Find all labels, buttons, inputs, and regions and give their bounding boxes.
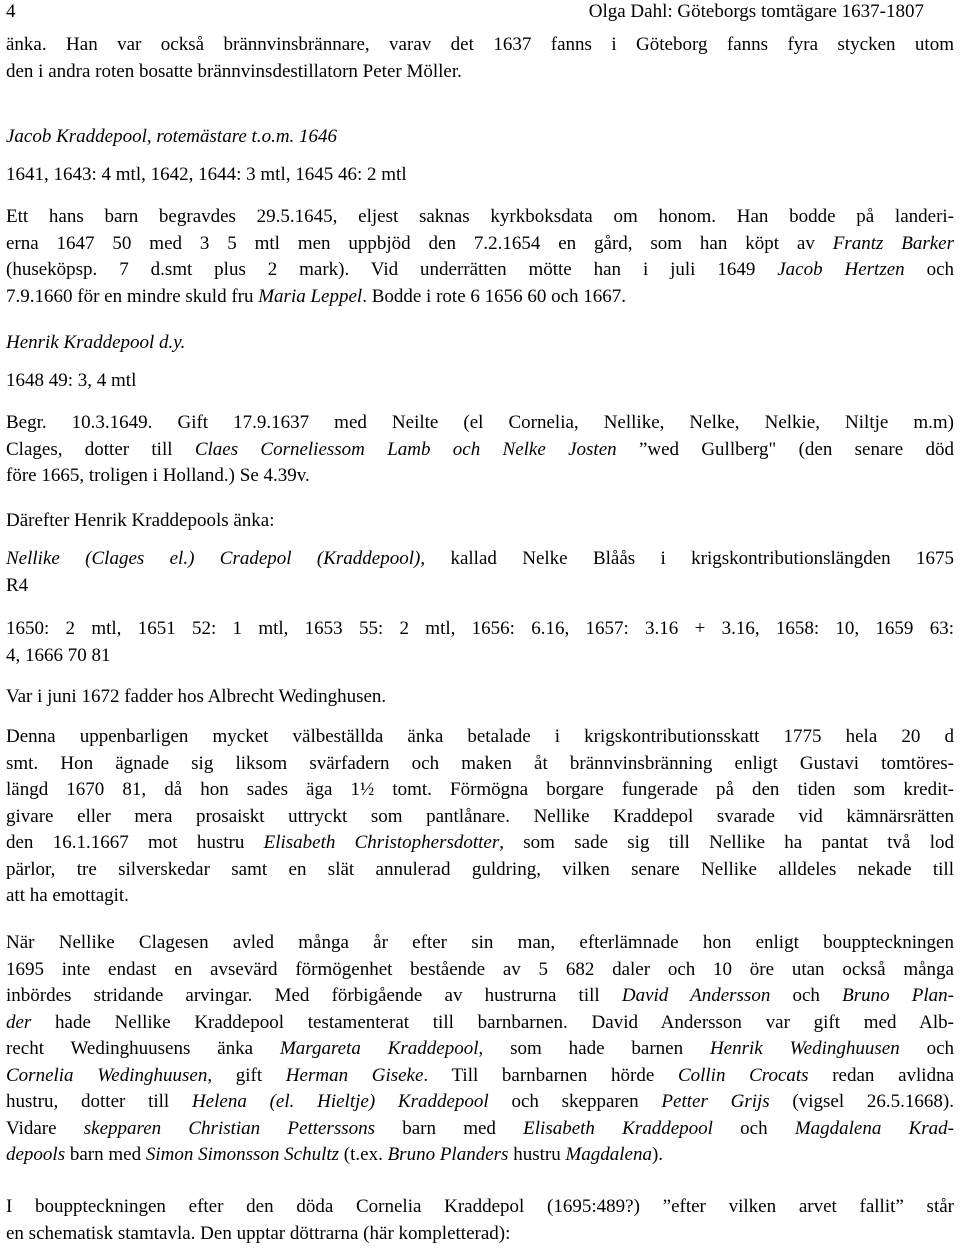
paragraph — [6, 410, 954, 490]
text-line: 4, 1666 70 81 — [6, 644, 111, 666]
person-heading — [6, 330, 954, 357]
text-line: Henrik Kraddepool d.y. — [6, 332, 186, 353]
text-line: Ett hans barn begravdes 29.5.1645, eljest saknas kyrkboksdata om honom. Han bodde på landeri- — [6, 206, 954, 227]
text-line: recht Wedinghuusens änka Margareta Kraddepool, som hade barnen Henrik Wedinghuusen och — [6, 1038, 955, 1059]
paragraph — [6, 724, 954, 910]
text-line: Nellike (Clages el.) Cradepol (Kraddepool), kallad Nelke Blåås i krigskontributionslängden 1675 — [6, 548, 954, 569]
paragraph — [6, 930, 954, 1169]
text-line: Cornelia Wedinghuusen, gift Herman Giseke. Till barnbarnen hörde Collin Crocats redan avlidna — [6, 1064, 955, 1086]
running-title: Olga Dahl: Göteborgs tomtägare 1637-1807 — [588, 1, 924, 22]
text-line: 1695 inte endast en avsevärd förmögenhet bestående av 5 682 daler och 10 öre utan också många — [6, 958, 954, 980]
text-line: erna 1647 50 med 3 5 mtl men uppbjöd den 7.2.1654 en gård, som han köpt av Frantz Barker — [6, 232, 954, 254]
text-line: smt. Hon ägnade sig liksom svärfadern och maken åt brännvinsbränning enligt Gustavi tomtöres- — [6, 752, 954, 774]
text-line: Clages, dotter till Claes Corneliessom Lamb och Nelke Josten ”wed Gullberg" (den senare död — [6, 438, 954, 460]
paragraph — [6, 1194, 954, 1247]
text-line: depools barn med Simon Simonsson Schultz (t.ex. Bruno Planders hustru Magdalena). — [6, 1144, 664, 1165]
text-line: 1641, 1643: 4 mtl, 1642, 1644: 3 mtl, 1645 46: 2 mtl — [6, 164, 407, 185]
person-heading — [6, 124, 954, 151]
text-line: Begr. 10.3.1649. Gift 17.9.1637 med Neilte (el Cornelia, Nellike, Nelke, Nelkie, Niltje m.m) — [6, 412, 954, 433]
paragraph — [6, 684, 954, 711]
text-line: den 16.1.1667 mot hustru Elisabeth Christophersdotter, som sade sig till Nellike ha pantat två lod — [6, 832, 954, 853]
text-line: före 1665, troligen i Holland.) Se 4.39v. — [6, 465, 310, 486]
text-line: att ha emottagit. — [6, 885, 129, 906]
text-line: pärlor, tre silverskedar samt en slät annulerad guldring, vilken senare Nellike alldeles nekade till — [6, 858, 954, 880]
text-line: Vidare skepparen Christian Petterssons barn med Elisabeth Kraddepool och Magdalena Krad- — [6, 1117, 954, 1139]
text-line: Var i juni 1672 fadder hos Albrecht Wedinghusen. — [6, 686, 387, 707]
paragraph — [6, 32, 954, 85]
page-number: 4 — [6, 1, 16, 22]
text-line: den i andra roten bosatte brännvinsdestillatorn Peter Möller. — [6, 60, 462, 82]
text-line: I bouppteckningen efter den döda Cornelia Kraddepol (1695:489?) ”efter vilken arvet fallit” står — [6, 1196, 954, 1217]
text-line: Jacob Kraddepool, rotemästare t.o.m. 1646 — [6, 126, 338, 147]
text-line: 1648 49: 3, 4 mtl — [6, 370, 137, 391]
text-line: R4 — [6, 574, 29, 596]
paragraph — [6, 508, 954, 535]
text-line: 7.9.1660 för en mindre skuld fru Maria Leppel. Bodde i rote 6 1656 60 och 1667. — [6, 285, 627, 307]
text-line: hustru, dotter till Helena (el. Hieltje) Kraddepool och skepparen Petter Grijs (vigsel 26.5.1668). — [6, 1091, 954, 1112]
text-line: 1650: 2 mtl, 1651 52: 1 mtl, 1653 55: 2 mtl, 1656: 6.16, 1657: 3.16 + 3.16, 1658: 10, 1659 63: — [6, 618, 954, 639]
text-line: längd 1670 81, då hon sades äga 1½ tomt. Förmögna borgare fungerade på den tiden som kredit- — [6, 779, 954, 800]
text-line: en schematisk stamtavla. Den upptar döttrarna (här kompletterad): — [6, 1222, 511, 1244]
text-line: Därefter Henrik Kraddepools änka: — [6, 510, 275, 531]
tax-record — [6, 162, 954, 189]
text-line: givare eller mera prosaiskt uttryckt som pantlånare. Nellike Kraddepol svarade vid kämnärsrätten — [6, 805, 954, 827]
paragraph — [6, 204, 954, 310]
text-line: der hade Nellike Kraddepool testamenterat till barnbarnen. David Andersson var gift med Alb- — [6, 1011, 954, 1033]
tax-record — [6, 368, 954, 395]
person-heading — [6, 546, 954, 599]
text-line: Denna uppenbarligen mycket välbeställda änka betalade i krigskontributionsskatt 1775 hela 20 d — [6, 726, 954, 747]
text-line: (huseköpsp. 7 d.smt plus 2 mark). Vid underrätten mötte han i juli 1649 Jacob Hertzen och — [6, 259, 954, 280]
page-header — [0, 0, 960, 24]
text-line: inbördes stridande arvingar. Med förbigående av hustrurna till David Andersson och Bruno Plan- — [6, 985, 954, 1006]
text-line: När Nellike Clagesen avled många år efter sin man, efterlämnade hon enligt bouppteckningen — [6, 932, 954, 953]
tax-record — [6, 616, 954, 669]
text-line: änka. Han var också brännvinsbrännare, varav det 1637 fanns i Göteborg fanns fyra stycken utom — [6, 34, 954, 55]
